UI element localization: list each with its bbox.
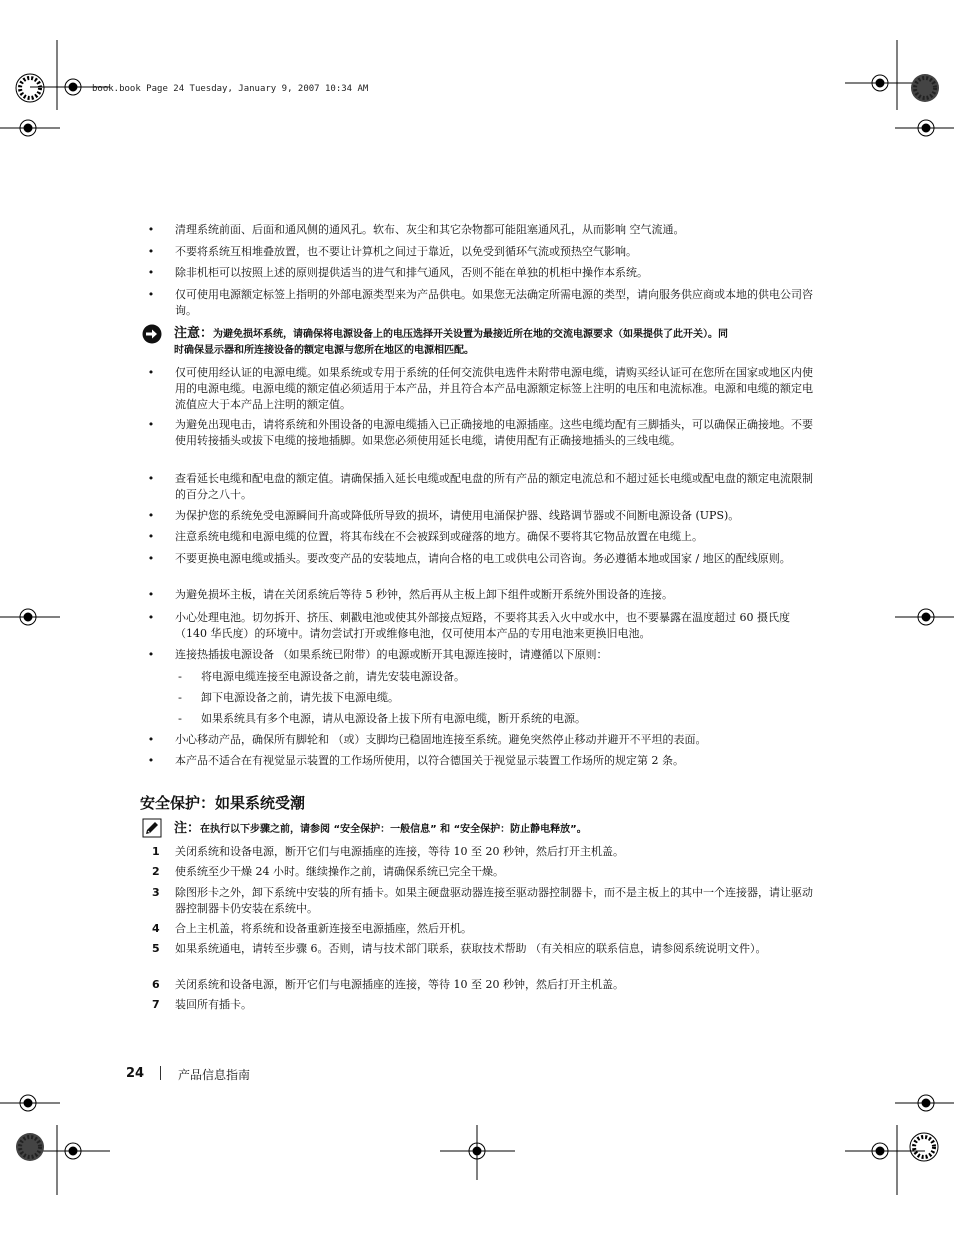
step-item: 2 使系统至少干燥 24 小时。继续操作之前，请确保系统已完全干燥。 <box>152 865 504 878</box>
footer-divider <box>160 1066 161 1080</box>
step-item: 7 装回所有插卡。 <box>152 998 252 1011</box>
caution-icon <box>142 324 162 344</box>
step-item: 4 合上主机盖，将系统和设备重新连接至电源插座，然后开机。 <box>152 922 472 935</box>
list-item: • 连接热插拔电源设备 （如果系统已附带）的电源或断开其电源连接时，请遵循以下原则： <box>147 648 608 661</box>
step-item: 1 关闭系统和设备电源，断开它们与电源插座的连接，等待 10 至 20 秒钟，然后打开主机盖。 <box>152 845 624 858</box>
list-item: • 小心移动产品，确保所有脚轮和 （或）支脚均已稳固地连接至系统。避免突然停止移动并避开不平坦的表面。 <box>147 733 707 746</box>
sub-list-item: - 将电源电缆连接至电源设备之前，请先安装电源设备。 <box>178 670 465 683</box>
list-item: • 为避免损坏主板，请在关闭系统后等待 5 秒钟，然后再从主板上卸下组件或断开系统外围设备的连接。 <box>147 588 673 601</box>
section-heading: 安全保护：如果系统受潮 <box>140 794 306 812</box>
caution-text: 为避免损坏系统，请确保将电源设备上的电压选择开关设置为最接近所在地的交流电源要求（如果提供了此开关）。同时确保显示器和所连接设备的额定电源与您所在地区的电源相匹配。 <box>174 329 729 356</box>
list-item: • 不要将系统互相堆叠放置，也不要让计算机之间过于靠近，以免受到循环气流或预热空气影响。 <box>147 245 637 258</box>
caution-note <box>174 326 734 359</box>
caution-label: 注意： <box>174 326 214 341</box>
note-label: 注： <box>174 821 201 836</box>
note-text: 在执行以下步骤之前，请参阅 “安全保护：一般信息” 和 “安全保护：防止静电释放”。 <box>200 824 587 835</box>
list-item: • 查看延长电缆和配电盘的额定值。请确保插入延长电缆或配电盘的所有产品的额定电流总和不超过延长电缆或配电盘的额定电流限制的百分之八十。 <box>147 472 813 501</box>
list-item: • 除非机柜可以按照上述的原则提供适当的进气和排气通风，否则不能在单独的机柜中操作本系统。 <box>147 266 648 279</box>
list-item: • 小心处理电池。切勿拆开、挤压、刺戳电池或使其外部接点短路，不要将其丢入火中或水中，也不要暴露在温度超过 60 摄氏度 （140 华氏度）的环境中。请勿尝试打开或维修电池，仅可使用本产品的专用电池来更换旧电池。 <box>147 611 790 640</box>
list-item: • 仅可使用电源额定标签上指明的外部电源类型来为产品供电。如果您无法确定所需电源的类型，请向服务供应商或本地的供电公司咨询。 <box>147 288 813 317</box>
print-header: book.book Page 24 Tuesday, January 9, 2007 10:34 AM <box>92 84 369 94</box>
note <box>174 821 774 838</box>
step-item: 5 如果系统通电，请转至步骤 6。否则，请与技术部门联系，获取技术帮助 （有关相应的联系信息，请参阅系统说明文件）。 <box>152 942 767 955</box>
sub-list-item: - 如果系统具有多个电源，请从电源设备上拔下所有电源电缆，断开系统的电源。 <box>178 712 586 725</box>
list-item: • 注意系统电缆和电源电缆的位置，将其布线在不会被踩到或碰落的地方。确保不要将其它物品放置在电缆上。 <box>147 530 703 543</box>
step-item: 6 关闭系统和设备电源，断开它们与电源插座的连接，等待 10 至 20 秒钟，然后打开主机盖。 <box>152 978 624 991</box>
list-item: • 不要更换电源电缆或插头。要改变产品的安装地点，请向合格的电工或供电公司咨询。务必遵循本地或国家 / 地区的配线原则。 <box>147 552 791 565</box>
list-item: • 本产品不适合在有视觉显示装置的工作场所使用，以符合德国关于视觉显示装置工作场所的规定第 2 条。 <box>147 754 684 767</box>
sub-list-item: - 卸下电源设备之前，请先拔下电源电缆。 <box>178 691 399 704</box>
footer-title: 产品信息指南 <box>178 1068 251 1082</box>
list-item: • 为保护您的系统免受电源瞬间升高或降低所导致的损坏，请使用电涌保护器、线路调节器或不间断电源设备 (UPS)。 <box>147 509 740 522</box>
list-item: • 为避免出现电击，请将系统和外围设备的电源电缆插入已正确接地的电源插座。这些电缆均配有三脚插头，可以确保正确接地。不要使用转接插头或拔下电缆的接地插脚。如果您必须使用延长电缆，请使用配有正确接地插头的三线电缆。 <box>147 418 813 447</box>
step-item: 3 除图形卡之外，卸下系统中安装的所有插卡。如果主硬盘驱动器连接至驱动器控制器卡，而不是主板上的其中一个连接器，请让驱动器控制器卡仍安装在系统中。 <box>152 886 813 915</box>
list-item: • 仅可使用经认证的电源电缆。如果系统或专用于系统的任何交流供电选件未附带电源电缆，请购买经认证可在您所在国家或地区内使用的电源电缆。电源电缆的额定值必须适用于本产品，并且符合本产品电源额定标签上注明的电压和电流标准。电源和电缆的额定电流值应大于本产品上注明的额定值。 <box>147 366 813 411</box>
list-item: • 清理系统前面、后面和通风侧的通风孔。软布、灰尘和其它杂物都可能阻塞通风孔，从而影响 空气流通。 <box>147 223 685 236</box>
pencil-note-icon <box>142 818 162 838</box>
page-number: 24 <box>126 1066 145 1081</box>
